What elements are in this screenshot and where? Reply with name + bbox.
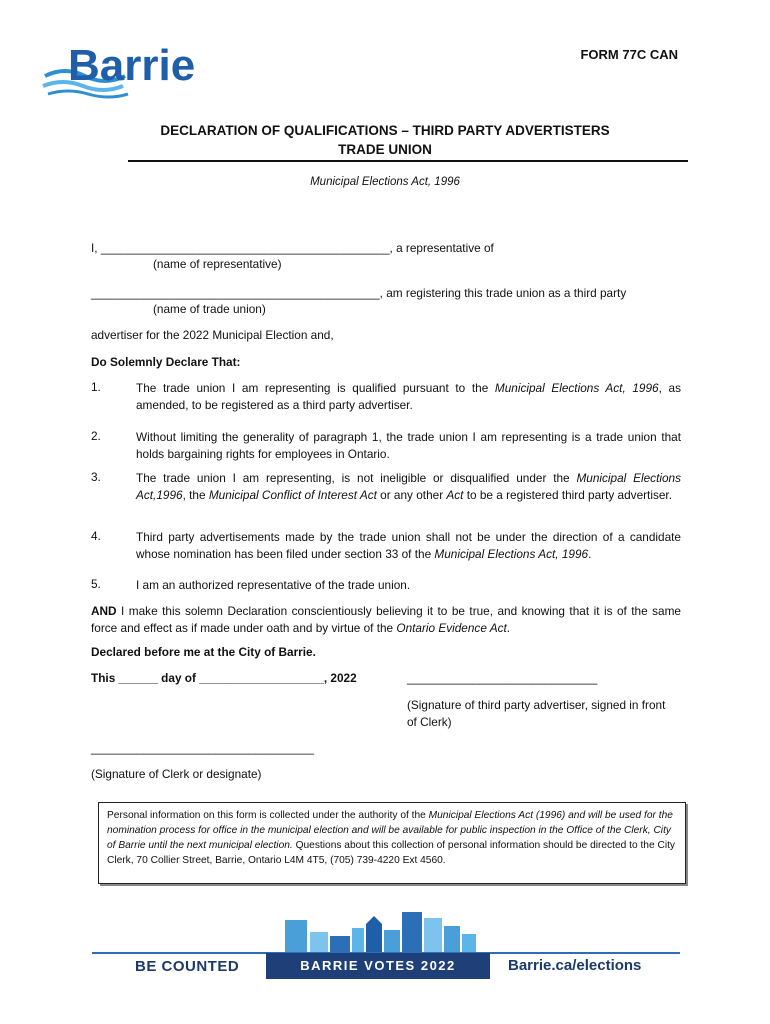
be-counted-slogan: BE COUNTED bbox=[135, 958, 240, 975]
logo-text: Barrie bbox=[68, 41, 196, 90]
form-title: DECLARATION OF QUALIFICATIONS – THIRD PARTY ADVERTISTERS bbox=[160, 123, 610, 138]
declaration-item: The trade union I am representing, is not ineligible or disqualified under the Municipal Elections Act,1996, the Municipal Conflict of Interest Act or any other Act to be a registered third party advertiser. bbox=[136, 471, 681, 502]
privacy-notice: Personal information on this form is collected under the authority of the Municipal Elections Act (1996) and will be used for the nomination process for office in the municipal election and will be available for public inspection in the Office of the Clerk, City of Barrie until the next municipal election. Questions about this collection of personal information should be directed to the City Clerk, 70 Collier Street, Barrie, Ontario L4M 4T5, (705) 739-4220 Ext 4560. bbox=[98, 802, 686, 884]
clerk-signature-line: __________________________________ bbox=[91, 741, 315, 755]
item-number: 4. bbox=[91, 529, 101, 543]
clerk-signature-caption: (Signature of Clerk or designate) bbox=[91, 767, 262, 781]
advertiser-signature-caption: (Signature of third party advertiser, signed in front of Clerk) bbox=[407, 698, 666, 729]
elections-website[interactable]: Barrie.ca/elections bbox=[508, 957, 642, 974]
declare-heading: Do Solemnly Declare That: bbox=[91, 355, 241, 369]
item-number: 1. bbox=[91, 380, 101, 394]
act-reference: Municipal Elections Act, 1996 bbox=[310, 176, 460, 188]
item-number: 3. bbox=[91, 470, 101, 484]
date-line: This ______ day of ___________________, 2022 bbox=[91, 671, 357, 685]
barrie-logo bbox=[40, 36, 220, 106]
representative-caption: (name of representative) bbox=[153, 257, 282, 271]
declaration-item: Without limiting the generality of paragraph 1, the trade union I am representing is a trade union that holds bargaining rights for employees in Ontario. bbox=[136, 430, 681, 461]
representative-line: I, ____________________________________________, a representative of bbox=[91, 241, 494, 255]
trade-union-line: ____________________________________________, am registering this trade union as a third party bbox=[91, 286, 627, 300]
advertiser-signature-line: _____________________________ bbox=[407, 671, 598, 685]
barrie-votes-banner: BARRIE VOTES 2022 bbox=[266, 953, 490, 979]
item-number: 5. bbox=[91, 577, 101, 591]
form-number: FORM 77C CAN bbox=[580, 47, 678, 62]
declaration-item: The trade union I am representing is qualified pursuant to the Municipal Elections Act, 1996, as amended, to be registered as a third party advertiser. bbox=[136, 381, 681, 412]
item-number: 2. bbox=[91, 429, 101, 443]
declaration-item: I am an authorized representative of the trade union. bbox=[136, 578, 411, 592]
city-skyline-graphic bbox=[280, 908, 480, 954]
title-rule bbox=[128, 160, 688, 162]
declaration-item: Third party advertisements made by the trade union shall not be under the direction of a candidate whose nomination has been filed under section 33 of the Municipal Elections Act, 1996. bbox=[136, 530, 681, 561]
trade-union-caption: (name of trade union) bbox=[153, 302, 266, 316]
advertiser-line: advertiser for the 2022 Municipal Election and, bbox=[91, 328, 334, 342]
form-subtitle: TRADE UNION bbox=[338, 142, 432, 157]
solemn-declaration: AND I make this solemn Declaration conscientiously believing it to be true, and knowing that it is of the same force and effect as if made under oath and by virtue of the Ontario Evidence Act. bbox=[91, 604, 681, 635]
declared-before: Declared before me at the City of Barrie. bbox=[91, 645, 316, 659]
